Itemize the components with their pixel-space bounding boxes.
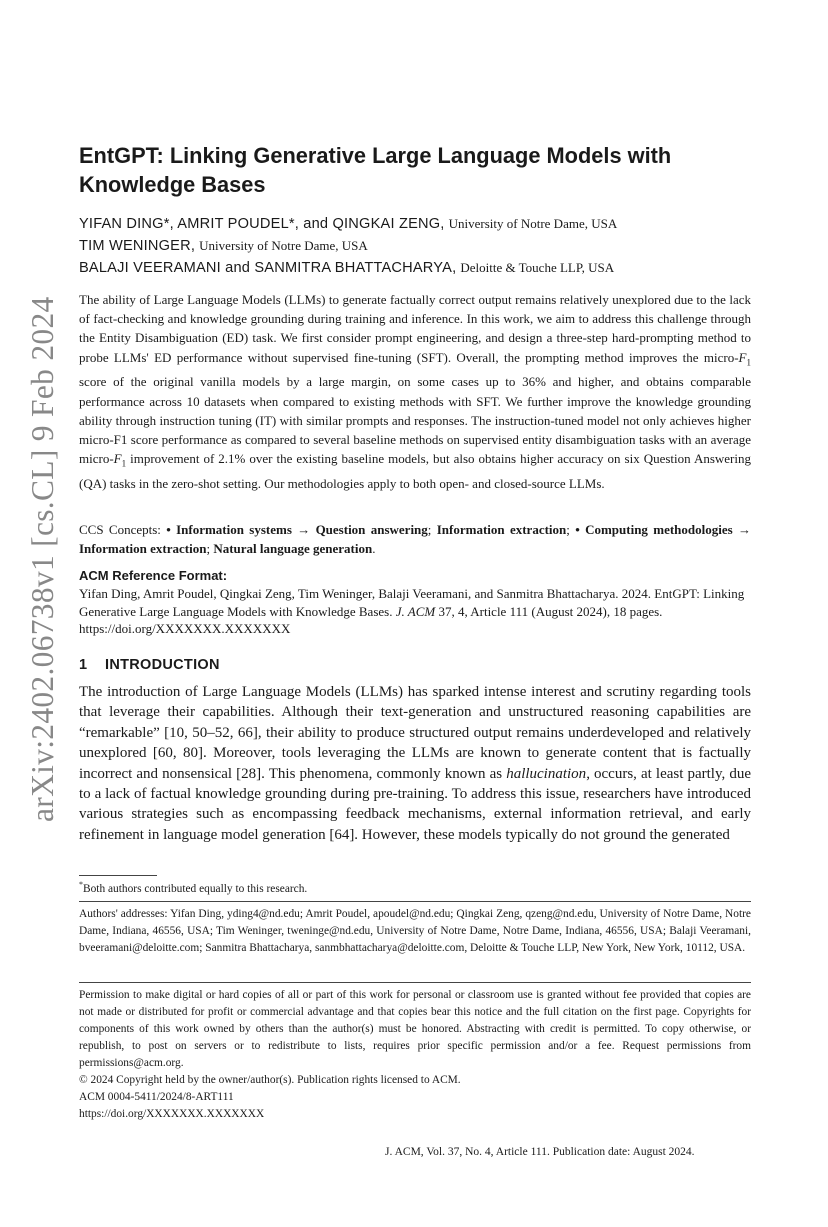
author-names: TIM WENINGER, — [79, 238, 196, 254]
introduction-paragraph — [79, 682, 751, 845]
footnote-rule — [79, 875, 157, 876]
ccs-concept: • Computing methodologies — [575, 522, 733, 537]
f1-subscript: 1 — [746, 357, 751, 368]
reference-format-heading: ACM Reference Format: — [79, 568, 228, 583]
ccs-arrow: → — [291, 522, 316, 537]
paragraph-text: The introduction of Large Language Models (LLMs) has sparked intense interest and scrutiny regarding tools that leverage their capabilities. Although their text-generation and unstructured reasoning capabilities are “remarkable” [10, 50–52, 66], their ability to produce structured output remains underdeveloped and relatively unexplored [60, 80]. Moreover, tools leveraging the LLMs are known to generate content that is factually incorrect and nonsensical [28]. This phenomena, commonly known as — [79, 684, 751, 782]
author-addresses: Authors' addresses: Yifan Ding, yding4@nd.edu; Amrit Poudel, apoudel@nd.edu; Qingkai Zeng, qzeng@nd.edu, University of Notre Dame, Notre Dame, Indiana, 46556, USA; Tim Weninger, tweninge@nd.edu, University of Notre Dame, Notre Dame, Indiana, 46556, USA; Balaji Veeramani, bveeramani@deloitte.com; Sanmitra Bhattacharya, sanmbhattacharya@deloitte.com, Deloitte & Touche LLP, New York, New York, 10112, USA. — [79, 908, 751, 954]
abstract-text: improvement of 2.1% over the existing baseline models, but also obtains higher accuracy on six Question Answering (QA) tasks in the zero-shot setting. Our methodologies apply to both open- and closed-source LLMs. — [79, 451, 751, 492]
doi-link[interactable]: https://doi.org/XXXXXXX.XXXXXXX — [79, 1108, 265, 1120]
paper-title: EntGPT: Linking Generative Large Language Models with Knowledge Bases — [79, 143, 672, 197]
divider — [79, 982, 751, 983]
f1-subscript: 1 — [121, 458, 127, 469]
ccs-concept: Question answering — [315, 522, 428, 537]
emphasis: hallucination — [506, 765, 587, 782]
footnote-mark: * — [79, 880, 83, 889]
ccs-end: . — [372, 541, 376, 557]
journal-name: J. ACM — [395, 603, 436, 619]
author-affiliation: University of Notre Dame, USA — [199, 238, 368, 253]
reference-text: 37, 4, Article 111 (August 2024), 18 pages. https://doi.org/XXXXXXX.XXXXXXX — [79, 603, 663, 636]
author-affiliation: University of Notre Dame, USA — [448, 216, 618, 231]
author-line-2 — [79, 236, 759, 256]
paragraph-text: , occurs, at least partly, due to a lack of factual knowledge grounding during pre-training. To address this issue, researchers have introduced various strategies such as encompassing feedback mechanisms, external information retrieval, and early refinement in language model generation [64]. However, these models typically do not ground the generated — [79, 765, 751, 843]
issn-line: ACM 0004-5411/2024/8-ART111 — [79, 1091, 234, 1103]
author-names: BALAJI VEERAMANI and SANMITRA BHATTACHARYA, — [79, 260, 457, 276]
section-number: 1 — [79, 657, 88, 673]
footnote-text: Both authors contributed equally to this research. — [83, 882, 308, 895]
author-names: YIFAN DING*, AMRIT POUDEL*, and QINGKAI ZENG, — [79, 216, 445, 232]
ccs-concept: Natural language generation — [213, 541, 373, 557]
author-affiliation: Deloitte & Touche LLP, USA — [460, 260, 615, 275]
f1-symbol: F — [113, 451, 122, 467]
abstract-text: The ability of Large Language Models (LLMs) to generate factually correct output remains relatively unexplored due to the lack of fact-checking and knowledge grounding during training and inference. In this work, we aim to address this challenge through the Entity Disambiguation (ED) task. We first consider prompt engineering, and design a three-step hard-prompting method to probe LLMs' ED performance without supervised fine-tuning (SFT). Overall, the prompting method improves the micro- — [79, 292, 751, 365]
copyright-line: © 2024 Copyright held by the owner/author(s). Publication rights licensed to ACM. — [79, 1074, 461, 1086]
ccs-concept: Information extraction — [79, 541, 207, 557]
section-heading-introduction — [79, 657, 220, 673]
running-footer: J. ACM, Vol. 37, No. 4, Article 111. Publication date: August 2024. — [385, 1146, 695, 1158]
abstract — [79, 290, 751, 493]
ccs-concept: • Information systems — [166, 522, 292, 537]
author-line-1 — [79, 214, 759, 234]
ccs-concepts — [79, 520, 751, 558]
section-title: INTRODUCTION — [105, 657, 220, 673]
arxiv-identifier-stamp[interactable]: arXiv:2402.06738v1 [cs.CL] 9 Feb 2024 — [25, 296, 60, 822]
author-line-3 — [79, 258, 759, 278]
abstract-text: score of the original vanilla models by a large margin, on some cases up to 36% and higher, and obtains comparable performance across 10 datasets when compared to existing methods with SFT. We further improve the knowledge grounding ability through instruction tuning (IT) with similar prompts and responses. The instruction-tuned model not only achieves higher micro-F1 score performance as compared to several baseline methods on supervised entity disambiguation tasks with an average micro- — [79, 374, 751, 467]
ccs-separator: ; — [566, 522, 576, 537]
ccs-separator: ; — [427, 522, 437, 537]
divider — [79, 901, 751, 902]
ccs-arrow: → — [732, 522, 752, 537]
reference-format-text — [79, 585, 751, 638]
reference-text: Yifan Ding, Amrit Poudel, Qingkai Zeng, Tim Weninger, Balaji Veeramani, and Sanmitra Bhattacharya. 2024. EntGPT: Linking Generative Large Language Models with Knowledge Bases. — [79, 586, 745, 619]
ccs-separator: ; — [206, 541, 214, 557]
f1-symbol: F — [738, 349, 747, 365]
permission-notice: Permission to make digital or hard copies of all or part of this work for personal or classroom use is granted without fee provided that copies are not made or distributed for profit or commercial advantage and that copies bear this notice and the full citation on the first page. Copyrights for components of this work owned by others than the author(s) must be honored. Abstracting with credit is permitted. To copy otherwise, or republish, to post on servers or to redistribute to lists, requires prior specific permission and/or a fee. Request permissions from permissions@acm.org. — [79, 989, 751, 1069]
footnote — [79, 877, 751, 897]
ccs-concept: Information extraction — [436, 522, 567, 537]
ccs-prefix: CCS Concepts: — [79, 522, 167, 537]
